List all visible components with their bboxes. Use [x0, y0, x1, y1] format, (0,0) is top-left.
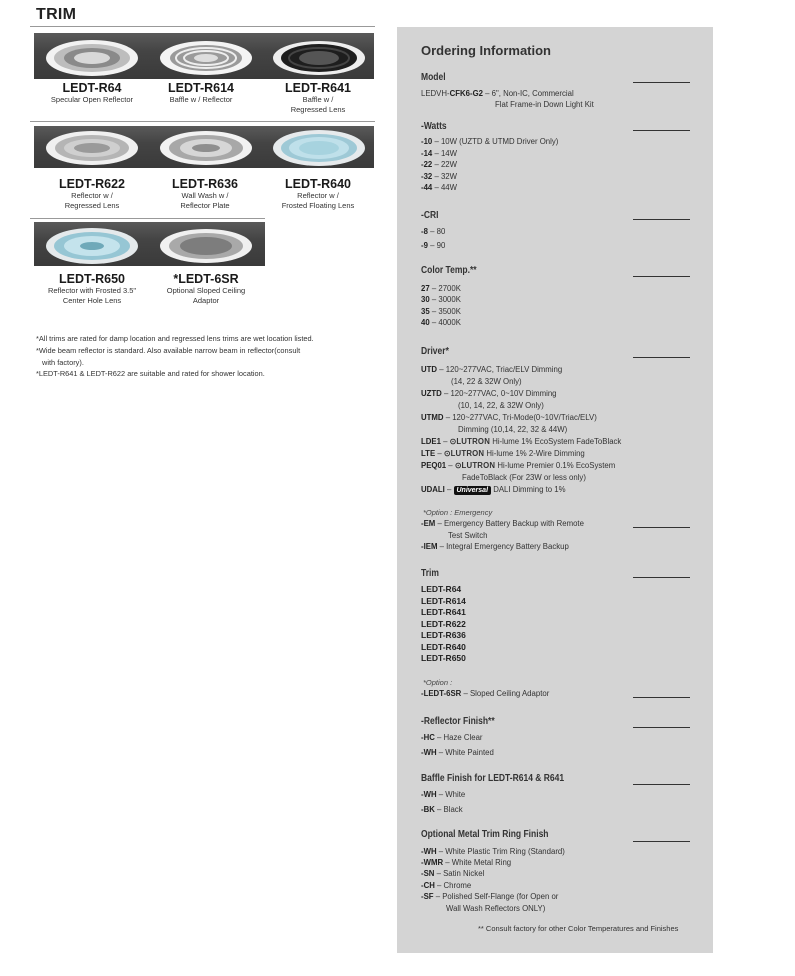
- watts-blank: [633, 130, 690, 131]
- trim-desc: Adaptor: [192, 296, 220, 305]
- trim-title: TRIM: [36, 6, 77, 23]
- driver-peq01-cont: FadeToBlack (For 23W or less only): [462, 473, 586, 482]
- driver-uztd-cont: (10, 14, 22, & 32W Only): [458, 401, 544, 410]
- trim-photo-r641: [269, 36, 369, 76]
- trim-option-blank: [633, 697, 690, 698]
- trim-code: LEDT-R641: [285, 81, 351, 95]
- watts-item: -10 – 10W (UZTD & UTMD Driver Only): [421, 137, 559, 146]
- reflector-finish-item: -HC – Haze Clear: [421, 733, 483, 742]
- model-prefix: LEDVH-: [421, 89, 450, 98]
- trim-code: LEDT-R640: [285, 177, 351, 191]
- trim-photo-r614: [156, 36, 256, 76]
- trim-order-code: LEDT-R636: [421, 630, 466, 640]
- trim-option-label: *Option :: [423, 678, 453, 687]
- trim-photo-6sr: [156, 225, 256, 265]
- trim-code: LEDT-R622: [59, 177, 125, 191]
- trim-desc: Frosted Floating Lens: [281, 201, 355, 210]
- cri-item: -9 – 90: [421, 241, 446, 250]
- trim-item-6sr: [146, 272, 266, 306]
- trim-photo-r640: [269, 128, 369, 168]
- trim-desc: Reflector with Frosted 3.5": [47, 286, 137, 295]
- trim-6sr: -LEDT-6SR – Sloped Ceiling Adaptor: [421, 689, 550, 698]
- driver-udali: UDALI – Universal DALI Dimming to 1%: [421, 485, 566, 494]
- baffle-finish-item: -BK – Black: [421, 805, 463, 814]
- cri-title: -CRI: [421, 210, 439, 221]
- driver-utmd: UTMD – 120~277VAC, Tri-Mode(0~10V/Triac/ELV): [421, 413, 597, 422]
- trim-photo-r650: [42, 225, 142, 265]
- trim-ring-item: -SF – Polished Self-Flange (for Open or: [421, 892, 559, 901]
- note-line: with factory).: [42, 357, 84, 367]
- trim-desc: Specular Open Reflector: [50, 95, 134, 104]
- driver-peq01: PEQ01 – ⊙LUTRON Hi-lume Premier 0.1% EcoSystem: [421, 461, 616, 470]
- lutron-logo: ⊙LUTRON: [443, 449, 485, 458]
- model-code: CFK6-G2: [449, 89, 483, 98]
- color-temp-blank: [633, 276, 690, 277]
- model-title: Model: [421, 72, 446, 83]
- trim-order-code: LEDT-R614: [421, 596, 466, 606]
- trim-desc: Reflector Plate: [180, 201, 230, 210]
- driver-em-cont: Test Switch: [448, 531, 488, 540]
- trim-desc: Reflector w /: [71, 191, 113, 200]
- trim-notes: [36, 333, 356, 380]
- trim-desc: Baffle w /: [302, 95, 334, 104]
- trim-item-r636: [145, 177, 265, 211]
- color-temp-item: 35 – 3500K: [421, 307, 461, 316]
- title-rule: [30, 26, 375, 27]
- watts-item: -14 – 14W: [421, 149, 457, 158]
- trim-ring-blank: [633, 841, 690, 842]
- note-line: *All trims are rated for damp location and regressed lens trims are wet location listed.: [36, 334, 314, 343]
- trim-item-r641: [258, 81, 378, 115]
- trim-code: *LEDT-6SR: [173, 272, 239, 286]
- watts-item: -32 – 32W: [421, 172, 457, 181]
- color-temp-item: 30 – 3000K: [421, 295, 461, 304]
- driver-lte: LTE – ⊙LUTRON Hi-lume 1% 2-Wire Dimming: [421, 449, 585, 458]
- trim-ring-item: -WH – White Plastic Trim Ring (Standard): [421, 847, 565, 856]
- lutron-logo: ⊙LUTRON: [449, 437, 491, 446]
- trim-desc: Optional Sloped Ceiling: [166, 286, 246, 295]
- trim-order-code: LEDT-R650: [421, 653, 466, 663]
- cri-item: -8 – 80: [421, 227, 446, 236]
- model-blank: [633, 82, 690, 83]
- trim-order-code: LEDT-R622: [421, 619, 466, 629]
- trim-blank: [633, 577, 690, 578]
- note-line: *Wide beam reflector is standard. Also available narrow beam in reflector(consult: [36, 345, 301, 355]
- trim-ring-item: -SN – Satin Nickel: [421, 869, 485, 878]
- baffle-finish-title: Baffle Finish for LEDT-R614 & R641: [421, 773, 565, 784]
- driver-utd-cont: (14, 22 & 32W Only): [451, 377, 522, 386]
- trim-ring-title: Optional Metal Trim Ring Finish: [421, 829, 549, 840]
- color-temp-item: 40 – 4000K: [421, 318, 461, 327]
- driver-lde1: LDE1 – ⊙LUTRON Hi-lume 1% EcoSystem FadeToBlack: [421, 437, 622, 446]
- trim-code: LEDT-R64: [62, 81, 122, 95]
- trim-item-r650: [32, 272, 152, 306]
- driver-blank: [633, 357, 690, 358]
- trim-photo-r64: [42, 36, 142, 76]
- trim-item-r640: [258, 177, 378, 211]
- color-temp-title: Color Temp.**: [421, 265, 477, 276]
- trim-desc: Regressed Lens: [64, 201, 120, 210]
- trim-desc: Baffle w / Reflector: [169, 95, 233, 104]
- trim-photo-r636: [156, 128, 256, 168]
- model-desc-2: Flat Frame-in Down Light Kit: [495, 100, 594, 109]
- baffle-finish-blank: [633, 784, 690, 785]
- driver-utd: UTD – 120~277VAC, Triac/ELV Dimming: [421, 365, 563, 374]
- trim-ring-item: -CH – Chrome: [421, 881, 472, 890]
- trim-ring-item: -WMR – White Metal Ring: [421, 858, 512, 867]
- row-divider: [30, 218, 265, 219]
- lutron-logo: ⊙LUTRON: [454, 461, 496, 470]
- driver-utmd-cont: Dimming (10,14, 22, 32 & 44W): [458, 425, 568, 434]
- driver-title: Driver*: [421, 346, 449, 357]
- trim-item-r64: [32, 81, 152, 105]
- emergency-blank: [633, 527, 690, 528]
- reflector-finish-blank: [633, 727, 690, 728]
- trim-item-r622: [32, 177, 152, 211]
- model-desc: – 6", Non-IC, Commercial: [482, 89, 574, 98]
- emergency-option-label: *Option : Emergency: [423, 508, 493, 517]
- row-divider: [30, 121, 375, 122]
- driver-uztd: UZTD – 120~277VAC, 0~10V Dimming: [421, 389, 557, 398]
- reflector-finish-title: -Reflector Finish**: [421, 716, 495, 727]
- note-line: *LEDT-R641 & LEDT-R622 are suitable and rated for shower location.: [36, 369, 265, 379]
- watts-item: -44 – 44W: [421, 183, 457, 192]
- trim-desc: Wall Wash w /: [181, 191, 229, 200]
- trim-order-code: LEDT-R640: [421, 642, 466, 652]
- trim-photo-r622: [42, 128, 142, 168]
- driver-iem: -IEM – Integral Emergency Battery Backup: [421, 542, 569, 551]
- color-temp-item: 27 – 2700K: [421, 284, 461, 293]
- watts-title: -Watts: [421, 121, 447, 132]
- trim-code: LEDT-R614: [168, 81, 234, 95]
- trim-ring-sf-cont: Wall Wash Reflectors ONLY): [446, 904, 546, 913]
- model-line: [421, 88, 574, 99]
- trim-item-r614: [141, 81, 261, 105]
- watts-item: -22 – 22W: [421, 160, 457, 169]
- baffle-finish-item: -WH – White: [421, 790, 466, 799]
- cri-blank: [633, 219, 690, 220]
- universal-logo: Universal: [454, 486, 492, 495]
- reflector-finish-item: -WH – White Painted: [421, 748, 494, 757]
- trim-order-code: LEDT-R641: [421, 607, 466, 617]
- trim-order-title: Trim: [421, 568, 439, 579]
- ordering-title: Ordering Information: [421, 43, 551, 58]
- trim-code: LEDT-R650: [59, 272, 125, 286]
- trim-desc: Reflector w /: [297, 191, 339, 200]
- trim-code: LEDT-R636: [172, 177, 238, 191]
- trim-order-code: LEDT-R64: [421, 584, 462, 594]
- trim-desc: Regressed Lens: [290, 105, 346, 114]
- trim-desc: Center Hole Lens: [62, 296, 122, 305]
- footnote: ** Consult factory for other Color Temperatures and Finishes: [478, 924, 679, 933]
- driver-em: -EM – Emergency Battery Backup with Remote: [421, 519, 584, 528]
